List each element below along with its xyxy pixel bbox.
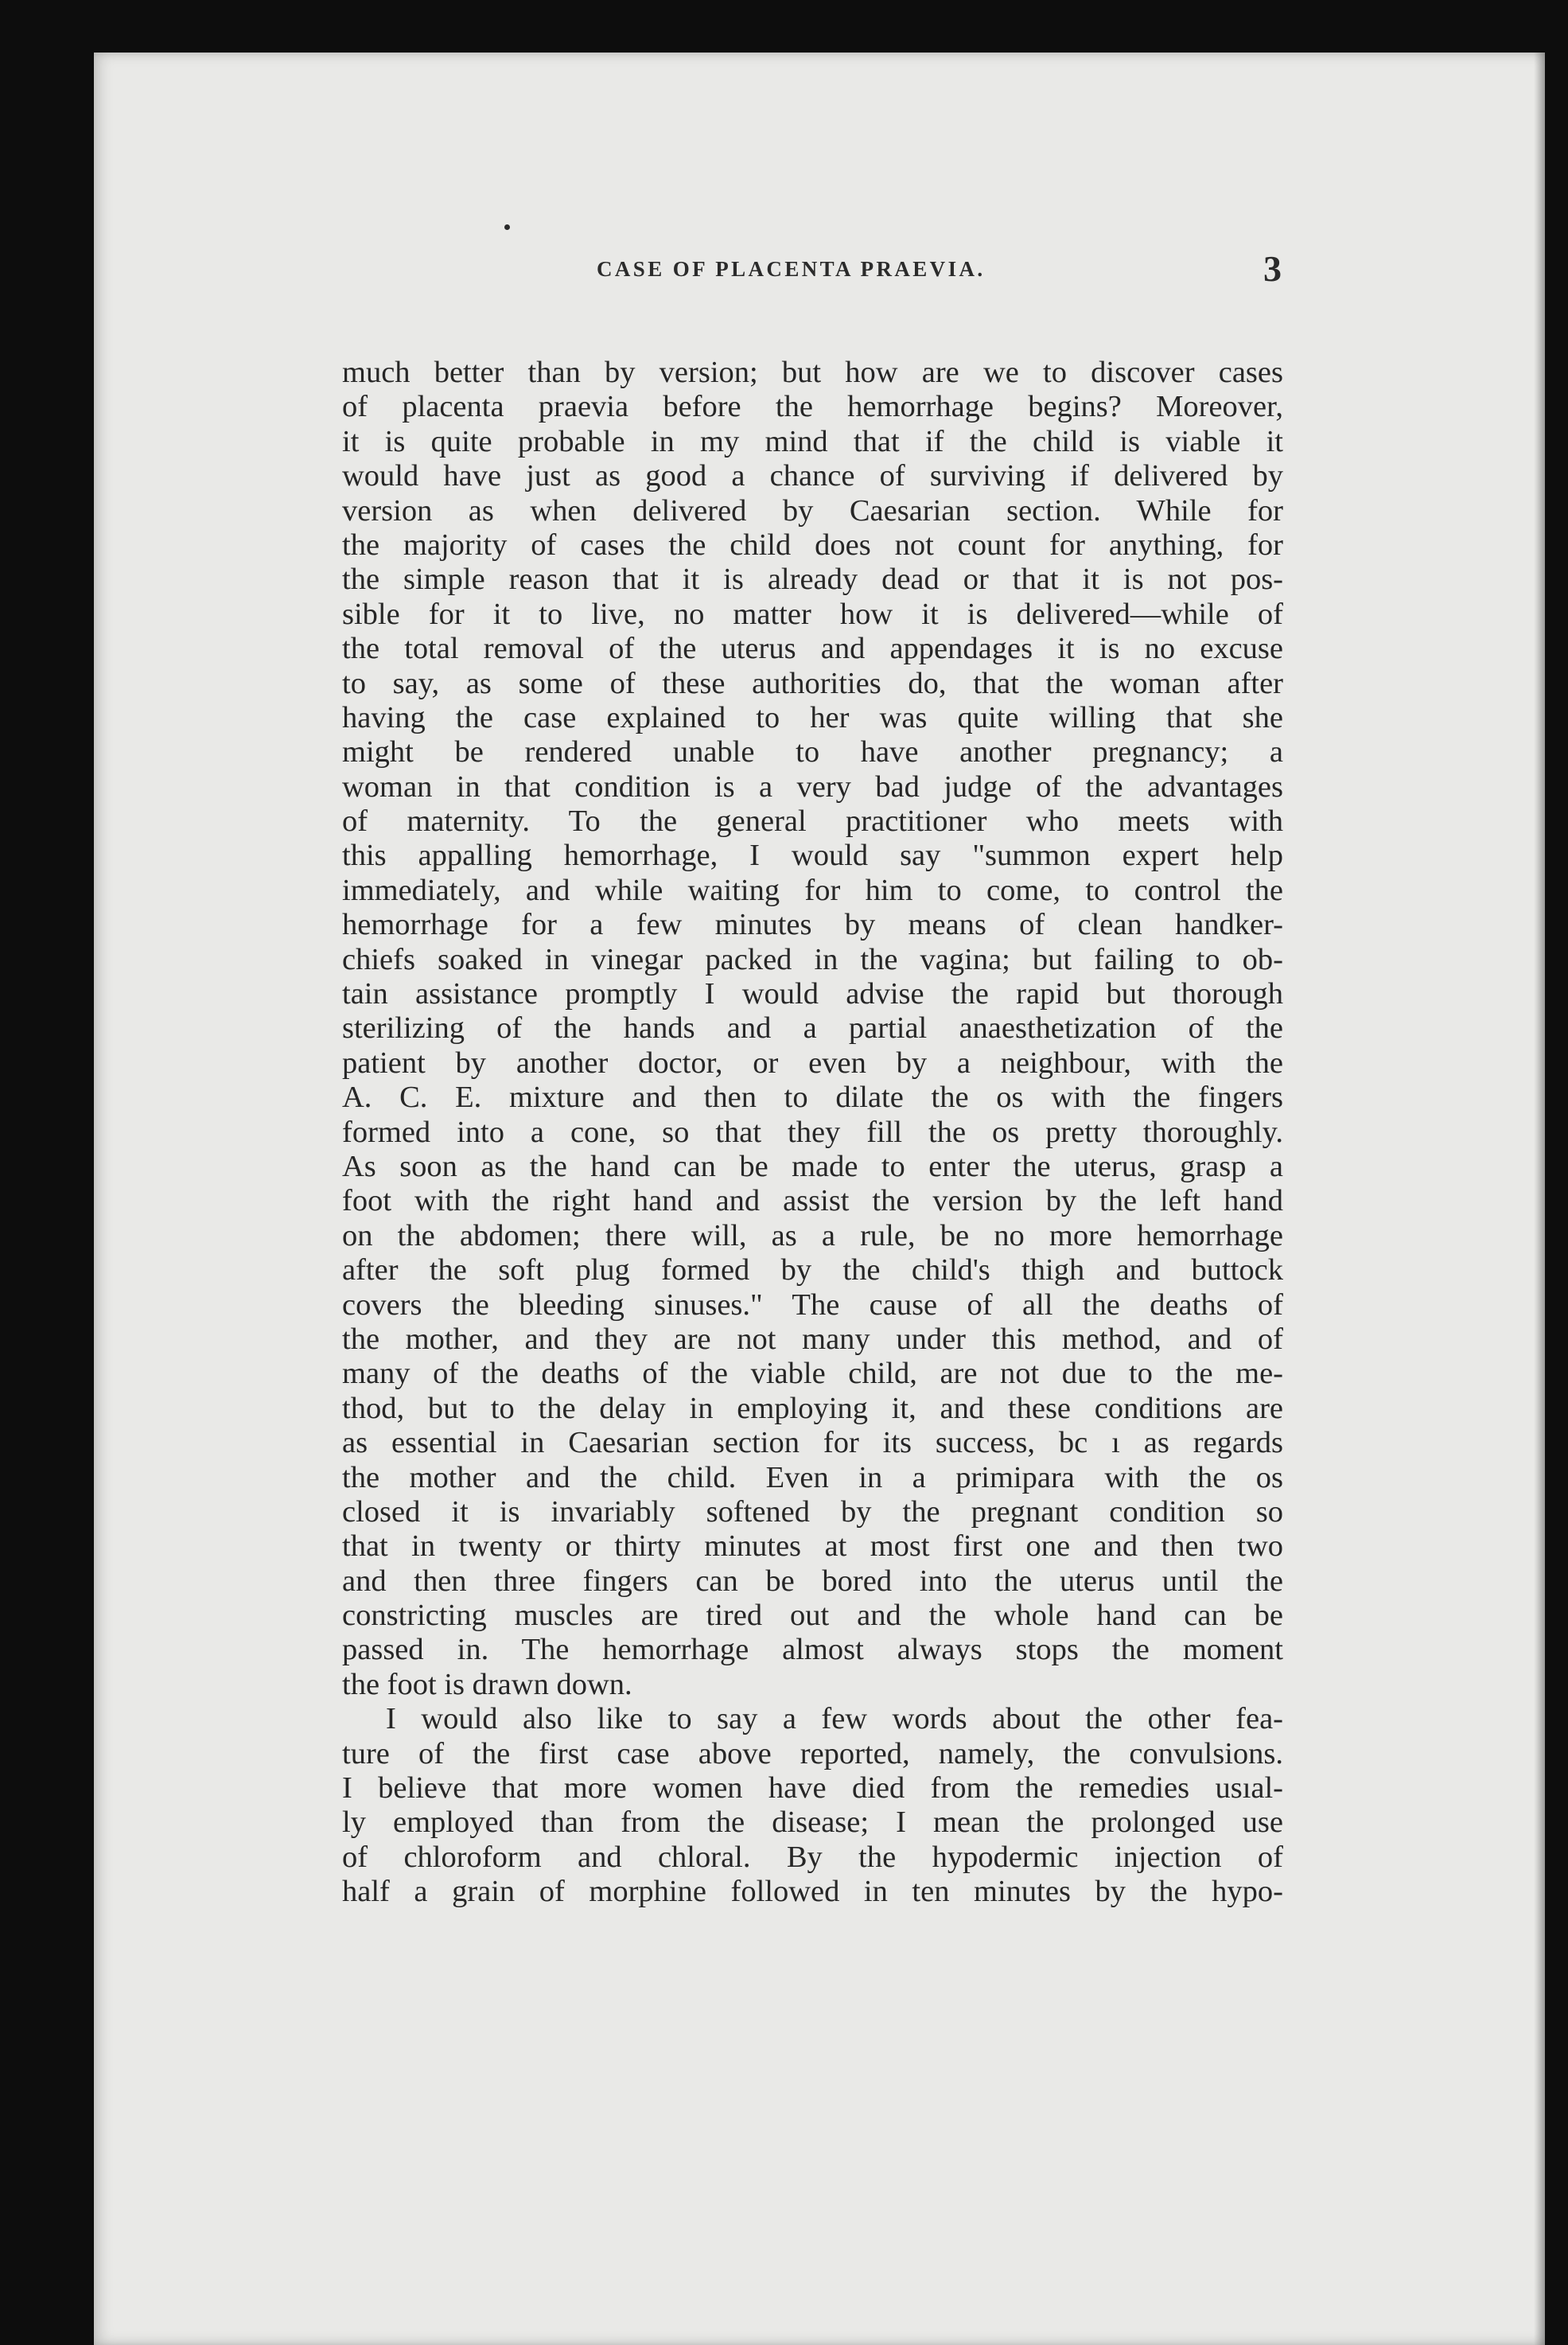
text-line: the mother, and they are not many under this method, and of xyxy=(342,1322,1283,1356)
text-line: and then three fingers can be bored into the uterus until the xyxy=(342,1564,1283,1598)
text-line: the majority of cases the child does not count for anything, for xyxy=(342,528,1283,562)
running-head-title: CASE OF PLACENTA PRAEVIA. xyxy=(597,257,986,281)
text-line: constricting muscles are tired out and the whole hand can be xyxy=(342,1599,1283,1633)
text-line: thod, but to the delay in employing it, and these conditions are xyxy=(342,1391,1283,1425)
text-line: As soon as the hand can be made to enter the uterus, grasp a xyxy=(342,1149,1283,1183)
page-number: 3 xyxy=(1263,248,1282,289)
text-line: patient by another doctor, or even by a neighbour, with the xyxy=(342,1046,1283,1080)
text-line: this appalling hemorrhage, I would say "summon expert help xyxy=(342,839,1283,873)
print-dot-mark xyxy=(504,224,510,230)
text-line: as essential in Caesarian section for its success, bc ı as regards xyxy=(342,1426,1283,1460)
text-line: woman in that condition is a very bad judge of the advantages xyxy=(342,769,1283,804)
text-line: to say, as some of these authorities do, that the woman after xyxy=(342,666,1283,700)
text-line: chiefs soaked in vinegar packed in the vagina; but failing to ob- xyxy=(342,942,1283,976)
running-head xyxy=(500,243,1295,298)
text-line: A. C. E. mixture and then to dilate the os with the fingers xyxy=(342,1081,1283,1115)
text-line: sible for it to live, no matter how it is delivered—while of xyxy=(342,597,1283,631)
text-line: immediately, and while waiting for him to come, to control the xyxy=(342,873,1283,907)
text-line: sterilizing of the hands and a partial anaesthetization of the xyxy=(342,1011,1283,1046)
text-line: of chloroform and chloral. By the hypodermic injection of xyxy=(342,1840,1283,1874)
text-line: hemorrhage for a few minutes by means of clean handker- xyxy=(342,908,1283,942)
text-line: the foot is drawn down. xyxy=(342,1667,632,1701)
text-line: half a grain of morphine followed in ten minutes by the hypo- xyxy=(342,1875,1283,1909)
text-line: I would also like to say a few words about the other fea- xyxy=(386,1702,1283,1736)
text-line: of maternity. To the general practitioner who meets with xyxy=(342,804,1283,839)
text-line: passed in. The hemorrhage almost always stops the moment xyxy=(342,1633,1283,1667)
text-line: on the abdomen; there will, as a rule, be no more hemorrhage xyxy=(342,1218,1283,1252)
body-text xyxy=(342,356,1283,1910)
text-line: ly employed than from the disease; I mean the prolonged use xyxy=(342,1805,1283,1840)
text-line: formed into a cone, so that they fill the os pretty thoroughly. xyxy=(342,1115,1283,1149)
text-line: the mother and the child. Even in a primipara with the os xyxy=(342,1460,1283,1494)
text-line: I believe that more women have died from the remedies usıal- xyxy=(342,1771,1283,1805)
text-line: the simple reason that it is already dead or that it is not pos- xyxy=(342,563,1283,597)
page-edge-shadow xyxy=(1534,53,1545,2345)
text-line: much better than by version; but how are we to discover cases xyxy=(342,356,1283,389)
text-line: version as when delivered by Caesarian section. While for xyxy=(342,493,1283,528)
text-line: ture of the first case above reported, namely, the convulsions. xyxy=(342,1736,1283,1770)
text-line: that in twenty or thirty minutes at most first one and then two xyxy=(342,1529,1283,1564)
text-line: tain assistance promptly I would advise the rapid but thorough xyxy=(342,977,1283,1011)
text-line: many of the deaths of the viable child, are not due to the me- xyxy=(342,1357,1283,1391)
text-line: might be rendered unable to have another pregnancy; a xyxy=(342,735,1283,769)
text-line: it is quite probable in my mind that if the child is viable it xyxy=(342,424,1283,458)
text-line: of placenta praevia before the hemorrhage begins? Moreover, xyxy=(342,390,1283,424)
text-line: closed it is invariably softened by the pregnant condition so xyxy=(342,1494,1283,1529)
text-line: foot with the right hand and assist the version by the left hand xyxy=(342,1184,1283,1218)
text-line: after the soft plug formed by the child's thigh and buttock xyxy=(342,1253,1283,1287)
text-line: would have just as good a chance of surviving if delivered by xyxy=(342,459,1283,493)
text-line: having the case explained to her was quite willing that she xyxy=(342,700,1283,734)
text-line: covers the bleeding sinuses." The cause of all the deaths of xyxy=(342,1287,1283,1322)
text-line: the total removal of the uterus and appendages it is no excuse xyxy=(342,632,1283,666)
